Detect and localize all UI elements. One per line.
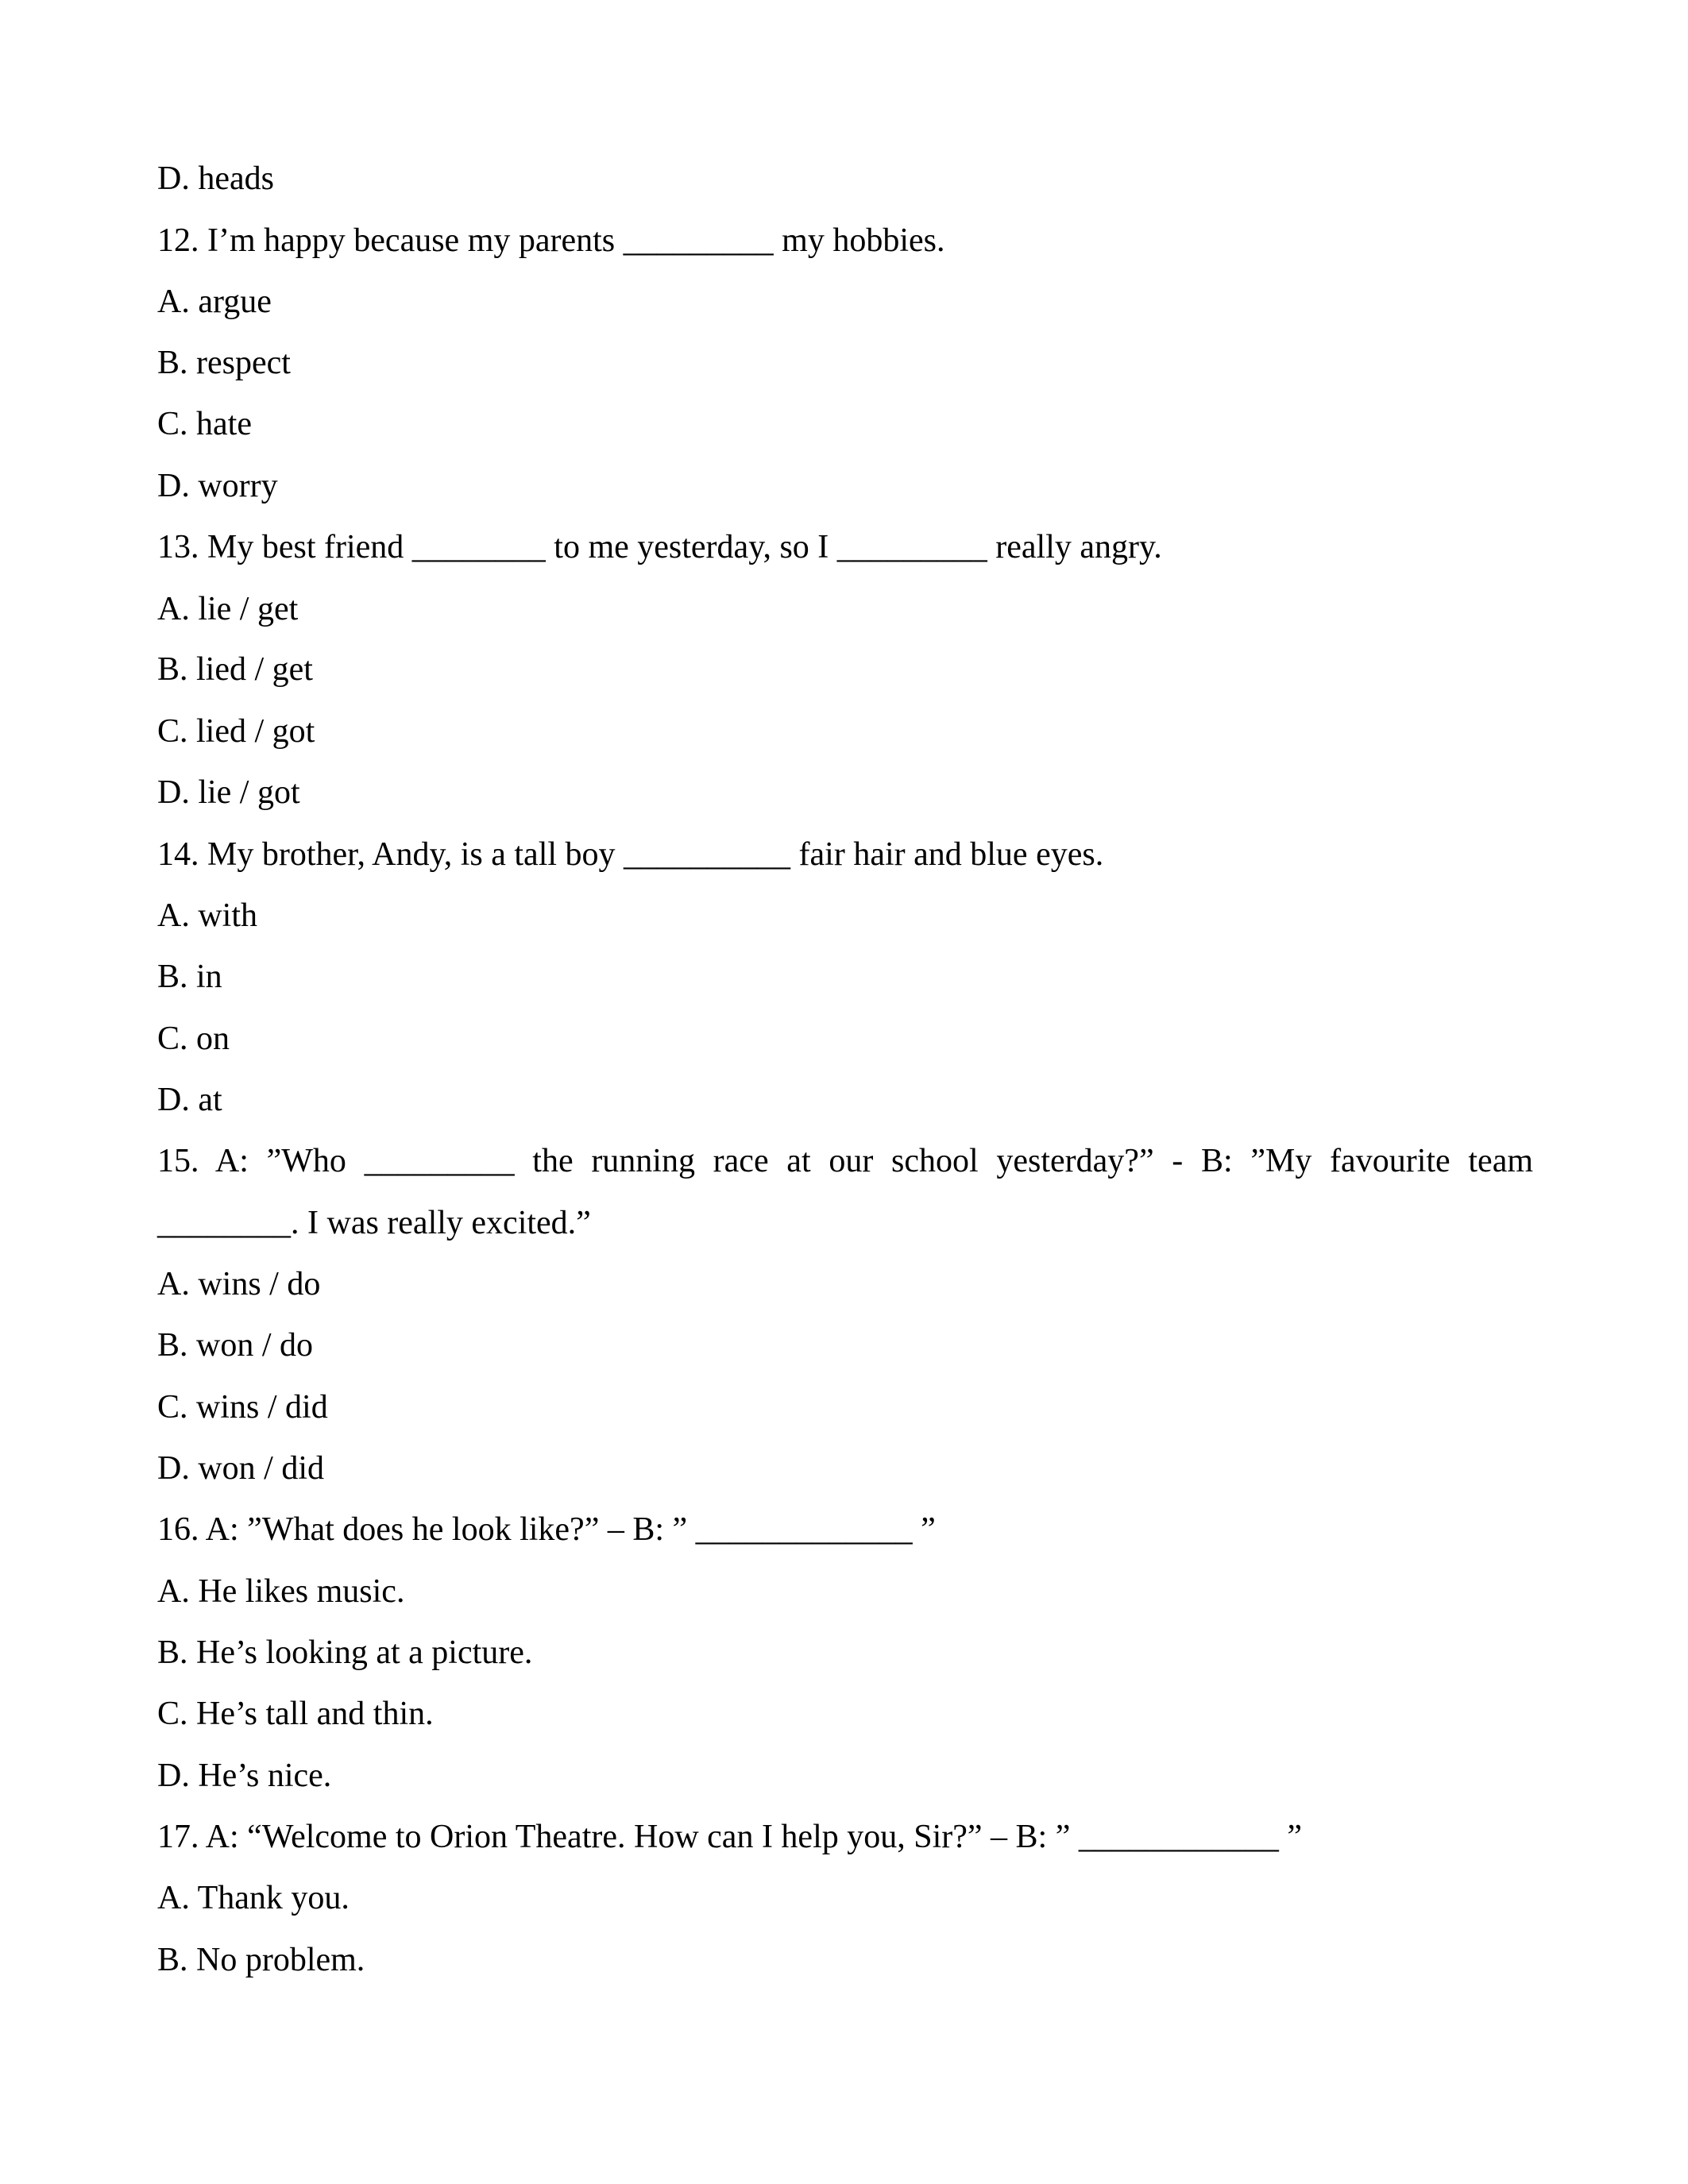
question-15: 15. A: ”Who _________ the running race at our school yesterday?” - B: ”My favourite team (157, 1143, 1533, 1179)
q16-option-d: D. He’s nice. (157, 1758, 332, 1794)
q15-option-c: C. wins / did (157, 1389, 328, 1426)
q13-option-d: D. lie / got (157, 774, 300, 811)
q12-option-b: B. respect (157, 345, 291, 381)
question-16: 16. A: ”What does he look like?” – B: ” _____________ ” (157, 1511, 936, 1548)
q17-option-b: B. No problem. (157, 1942, 365, 1978)
q14-option-d: D. at (157, 1082, 222, 1118)
question-13: 13. My best friend ________ to me yesterday, so I _________ really angry. (157, 529, 1162, 565)
q17-option-a: A. Thank you. (157, 1880, 350, 1916)
q14-option-a: A. with (157, 897, 257, 934)
q12-option-a: A. argue (157, 284, 272, 320)
q15-option-a: A. wins / do (157, 1266, 321, 1302)
q13-option-b: B. lied / get (157, 651, 313, 688)
question-15-continued: ________. I was really excited.” (157, 1205, 591, 1241)
question-14: 14. My brother, Andy, is a tall boy __________ fair hair and blue eyes. (157, 836, 1104, 873)
q13-option-c: C. lied / got (157, 713, 315, 750)
q13-option-a: A. lie / get (157, 591, 299, 627)
q16-option-c: C. He’s tall and thin. (157, 1696, 434, 1732)
q15-option-d: D. won / did (157, 1450, 324, 1487)
q12-option-c: C. hate (157, 406, 252, 442)
q12-option-d: D. worry (157, 468, 278, 504)
q11-option-d: D. heads (157, 160, 274, 197)
q15-option-b: B. won / do (157, 1327, 314, 1364)
q16-option-b: B. He’s looking at a picture. (157, 1634, 533, 1671)
q14-option-b: B. in (157, 959, 222, 995)
q16-option-a: A. He likes music. (157, 1573, 405, 1610)
question-17: 17. A: “Welcome to Orion Theatre. How can I help you, Sir?” – B: ” ____________ ” (157, 1819, 1303, 1855)
question-12: 12. I’m happy because my parents _________ my hobbies. (157, 222, 945, 259)
q14-option-c: C. on (157, 1021, 230, 1057)
